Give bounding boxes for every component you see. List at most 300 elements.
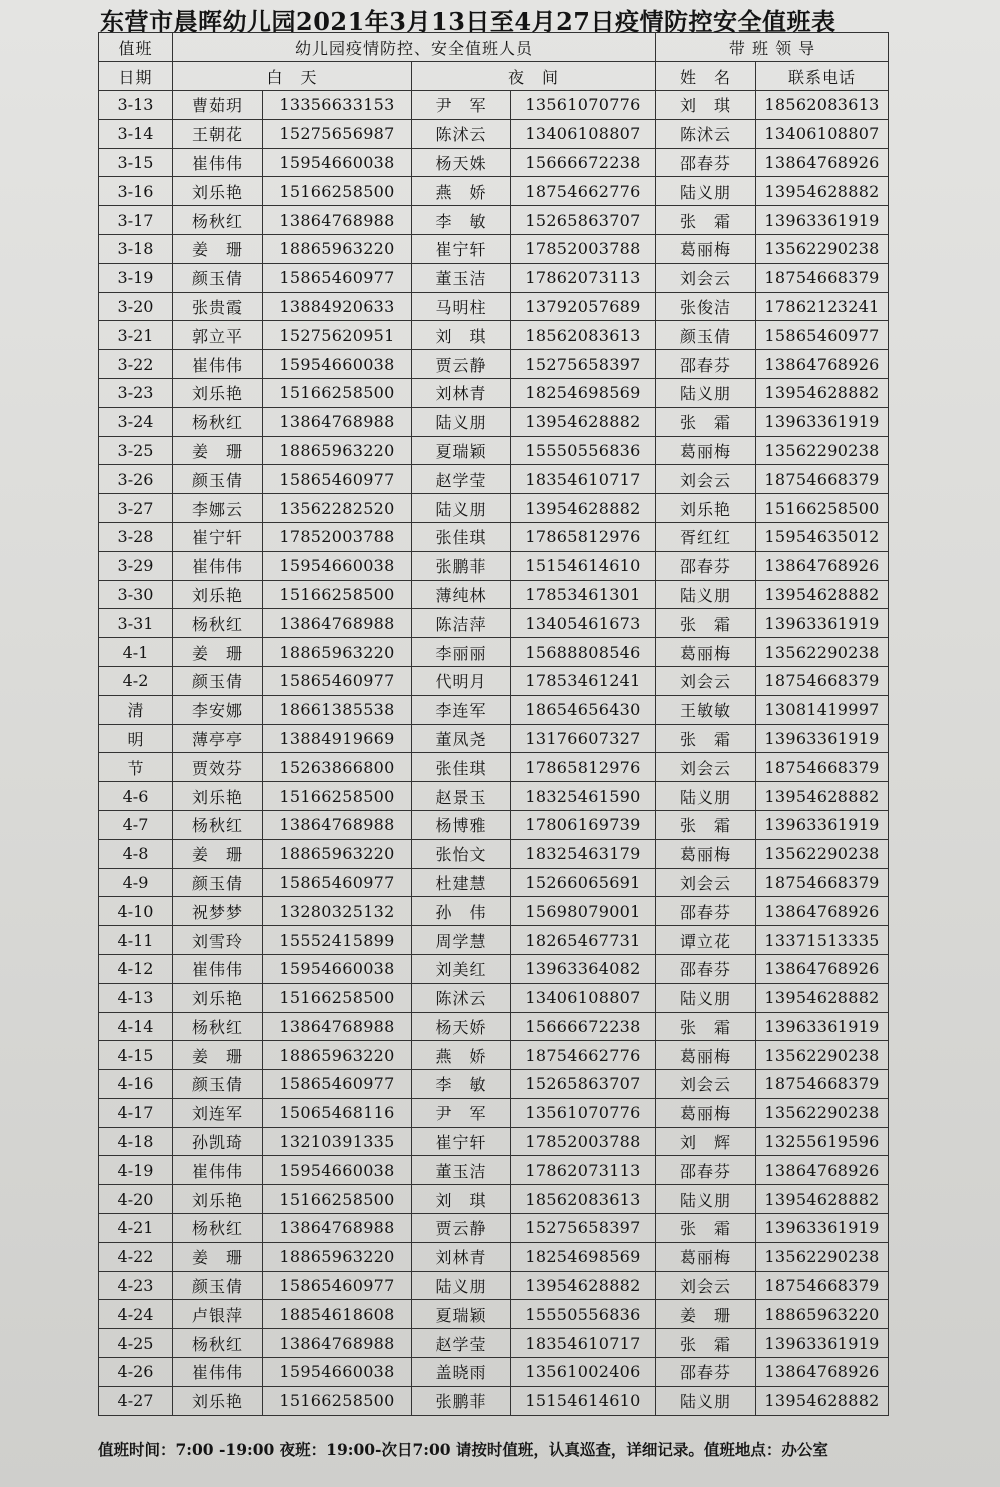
cell-day-name: 祝梦梦 [173,897,263,926]
cell-leader-name: 姜 珊 [656,1300,756,1329]
cell-date: 3-27 [99,494,173,523]
cell-day-name: 刘乐艳 [173,378,263,407]
cell-leader-name: 刘会云 [656,666,756,695]
cell-day-phone: 15865460977 [263,868,412,897]
table-row [99,1300,889,1329]
cell-leader-phone: 18754668379 [756,1070,889,1099]
table-row [99,378,889,407]
cell-day-phone: 15166258500 [263,983,412,1012]
cell-leader-phone: 13963361919 [756,724,889,753]
cell-leader-name: 陆义朋 [656,782,756,811]
cell-date: 3-18 [99,234,173,263]
cell-leader-name: 陆义朋 [656,378,756,407]
cell-date: 4-13 [99,983,173,1012]
cell-leader-phone: 18562083613 [756,91,889,120]
cell-night-phone: 15275658397 [511,350,656,379]
cell-leader-phone: 13562290238 [756,839,889,868]
cell-leader-name: 邵春芬 [656,1156,756,1185]
cell-leader-name: 邵春芬 [656,1358,756,1387]
table-row [99,1070,889,1099]
cell-leader-name: 邵春芬 [656,897,756,926]
table-row [99,724,889,753]
cell-day-name: 李安娜 [173,695,263,724]
table-row [99,666,889,695]
cell-date: 3-15 [99,148,173,177]
header-date-top: 值班 [99,33,173,62]
header-leader-group: 带 班 领 导 [656,33,889,62]
cell-leader-name: 陆义朋 [656,983,756,1012]
cell-night-phone: 13405461673 [511,609,656,638]
cell-day-phone: 15954660038 [263,1358,412,1387]
cell-night-phone: 15154614610 [511,551,656,580]
cell-day-phone: 15166258500 [263,1185,412,1214]
cell-date: 3-13 [99,91,173,120]
cell-date: 4-7 [99,810,173,839]
cell-day-name: 姜 珊 [173,436,263,465]
cell-night-name: 张佳琪 [412,522,511,551]
cell-day-name: 刘乐艳 [173,580,263,609]
cell-night-phone: 17853461241 [511,666,656,695]
cell-night-phone: 13406108807 [511,983,656,1012]
header-date-bottom: 日期 [99,62,173,91]
cell-night-name: 陆义朋 [412,1271,511,1300]
table-row [99,782,889,811]
cell-night-name: 代明月 [412,666,511,695]
cell-leader-phone: 13963361919 [756,206,889,235]
cell-night-phone: 13963364082 [511,954,656,983]
cell-date: 3-24 [99,407,173,436]
cell-night-phone: 15550556836 [511,1300,656,1329]
table-row [99,1185,889,1214]
cell-night-phone: 18254698569 [511,378,656,407]
cell-date: 节 [99,753,173,782]
cell-night-phone: 13406108807 [511,119,656,148]
cell-day-name: 杨秋红 [173,810,263,839]
cell-day-name: 贾效芬 [173,753,263,782]
cell-day-phone: 13864768988 [263,407,412,436]
table-row [99,234,889,263]
cell-night-phone: 13561002406 [511,1358,656,1387]
table-row [99,119,889,148]
footer-note: 值班时间：7:00 -19:00 夜班：19:00-次日7:00 请按时值班，认真巡查，详细记录。值班地点：办公室 [98,1440,828,1459]
cell-leader-name: 葛丽梅 [656,638,756,667]
cell-day-phone: 15065468116 [263,1098,412,1127]
cell-leader-phone: 15954635012 [756,522,889,551]
table-row [99,868,889,897]
cell-day-name: 崔伟伟 [173,148,263,177]
cell-night-name: 张鹏菲 [412,551,511,580]
table-row [99,91,889,120]
cell-leader-name: 邵春芬 [656,350,756,379]
cell-leader-name: 张 霜 [656,724,756,753]
cell-leader-phone: 13255619596 [756,1127,889,1156]
cell-leader-name: 葛丽梅 [656,436,756,465]
cell-leader-phone: 13963361919 [756,407,889,436]
cell-date: 3-29 [99,551,173,580]
cell-leader-name: 张 霜 [656,810,756,839]
cell-day-phone: 13280325132 [263,897,412,926]
table-row [99,1242,889,1271]
cell-day-phone: 18865963220 [263,234,412,263]
cell-leader-phone: 13954628882 [756,378,889,407]
cell-day-name: 卢银萍 [173,1300,263,1329]
cell-night-name: 赵学莹 [412,1329,511,1358]
cell-day-phone: 15954660038 [263,350,412,379]
cell-night-phone: 17853461301 [511,580,656,609]
cell-night-name: 张鹏菲 [412,1386,511,1415]
cell-date: 4-8 [99,839,173,868]
cell-leader-phone: 18754668379 [756,753,889,782]
cell-leader-name: 陆义朋 [656,580,756,609]
header-night: 夜 间 [412,62,656,91]
cell-night-name: 刘 琪 [412,1185,511,1214]
duty-table [98,32,889,1416]
cell-date: 明 [99,724,173,753]
page-title: 东营市晨晖幼儿园2021年3月13日至4月27日疫情防控安全值班表 [100,7,836,36]
cell-night-phone: 18325463179 [511,839,656,868]
cell-leader-name: 刘会云 [656,753,756,782]
cell-leader-name: 葛丽梅 [656,1242,756,1271]
cell-day-name: 杨秋红 [173,1214,263,1243]
table-row [99,753,889,782]
cell-night-phone: 15266065691 [511,868,656,897]
cell-leader-phone: 13954628882 [756,782,889,811]
cell-day-phone: 15954660038 [263,551,412,580]
cell-day-name: 刘乐艳 [173,782,263,811]
cell-night-name: 李连军 [412,695,511,724]
cell-day-name: 崔伟伟 [173,1156,263,1185]
cell-night-name: 崔宁轩 [412,1127,511,1156]
cell-leader-phone: 13562290238 [756,1242,889,1271]
cell-day-phone: 13884920633 [263,292,412,321]
table-row [99,551,889,580]
header-leader-phone: 联系电话 [756,62,889,91]
cell-night-name: 孙 伟 [412,897,511,926]
cell-day-phone: 15275620951 [263,321,412,350]
table-row [99,1098,889,1127]
cell-leader-phone: 13954628882 [756,983,889,1012]
table-row [99,810,889,839]
cell-date: 4-17 [99,1098,173,1127]
cell-leader-phone: 13562290238 [756,1041,889,1070]
cell-leader-name: 刘会云 [656,1070,756,1099]
cell-date: 4-20 [99,1185,173,1214]
cell-night-phone: 15265863707 [511,206,656,235]
cell-leader-name: 张 霜 [656,1214,756,1243]
cell-leader-name: 胥红红 [656,522,756,551]
cell-leader-name: 张 霜 [656,1329,756,1358]
cell-leader-name: 刘会云 [656,1271,756,1300]
cell-day-name: 曹茹玥 [173,91,263,120]
cell-day-phone: 13864768988 [263,609,412,638]
header-day: 白 天 [173,62,412,91]
cell-day-phone: 18865963220 [263,436,412,465]
cell-day-name: 刘雪玲 [173,926,263,955]
table-row [99,1156,889,1185]
cell-leader-phone: 13562290238 [756,436,889,465]
cell-leader-name: 张 霜 [656,407,756,436]
cell-date: 3-30 [99,580,173,609]
cell-day-name: 姜 珊 [173,1242,263,1271]
cell-leader-name: 刘 辉 [656,1127,756,1156]
table-row [99,983,889,1012]
cell-day-name: 杨秋红 [173,1329,263,1358]
cell-day-name: 杨秋红 [173,407,263,436]
cell-leader-phone: 13954628882 [756,580,889,609]
cell-date: 4-6 [99,782,173,811]
cell-leader-phone: 18754668379 [756,263,889,292]
table-row [99,522,889,551]
table-row [99,609,889,638]
cell-night-name: 董玉洁 [412,1156,511,1185]
cell-leader-phone: 13963361919 [756,810,889,839]
table-row [99,580,889,609]
cell-date: 4-25 [99,1329,173,1358]
cell-day-phone: 13884919669 [263,724,412,753]
cell-date: 4-1 [99,638,173,667]
cell-night-name: 燕 娇 [412,1041,511,1070]
cell-leader-phone: 13954628882 [756,177,889,206]
cell-night-name: 陈洁萍 [412,609,511,638]
cell-date: 4-12 [99,954,173,983]
cell-leader-phone: 13963361919 [756,1012,889,1041]
cell-day-phone: 18865963220 [263,1242,412,1271]
cell-leader-name: 谭立花 [656,926,756,955]
cell-day-name: 刘乐艳 [173,1386,263,1415]
cell-leader-phone: 13954628882 [756,1386,889,1415]
table-row [99,1386,889,1415]
cell-date: 4-24 [99,1300,173,1329]
cell-day-name: 姜 珊 [173,234,263,263]
cell-day-phone: 18865963220 [263,638,412,667]
header-leader-name: 姓 名 [656,62,756,91]
cell-night-name: 贾云静 [412,350,511,379]
cell-night-phone: 13792057689 [511,292,656,321]
header-row-2 [99,62,889,91]
cell-leader-phone: 13864768926 [756,551,889,580]
cell-day-phone: 18865963220 [263,839,412,868]
cell-leader-name: 颜玉倩 [656,321,756,350]
cell-leader-phone: 13562290238 [756,234,889,263]
cell-leader-phone: 13562290238 [756,1098,889,1127]
table-row [99,321,889,350]
cell-day-phone: 13864768988 [263,1329,412,1358]
cell-day-phone: 15275656987 [263,119,412,148]
cell-day-name: 刘乐艳 [173,177,263,206]
cell-night-phone: 17806169739 [511,810,656,839]
cell-day-name: 颜玉倩 [173,1271,263,1300]
cell-leader-name: 王敏敏 [656,695,756,724]
cell-night-name: 赵学莹 [412,465,511,494]
cell-night-phone: 18354610717 [511,465,656,494]
cell-night-name: 董凤尧 [412,724,511,753]
cell-day-phone: 15865460977 [263,263,412,292]
cell-leader-phone: 13864768926 [756,1156,889,1185]
cell-day-name: 杨秋红 [173,206,263,235]
cell-leader-name: 刘 琪 [656,91,756,120]
cell-night-name: 贾云静 [412,1214,511,1243]
cell-day-phone: 17852003788 [263,522,412,551]
cell-day-name: 颜玉倩 [173,465,263,494]
cell-leader-phone: 13864768926 [756,148,889,177]
cell-date: 3-20 [99,292,173,321]
cell-leader-phone: 18754668379 [756,666,889,695]
cell-date: 4-18 [99,1127,173,1156]
table-row [99,1012,889,1041]
cell-leader-name: 陆义朋 [656,177,756,206]
cell-night-phone: 17862073113 [511,263,656,292]
cell-day-name: 郭立平 [173,321,263,350]
cell-night-phone: 13561070776 [511,91,656,120]
cell-date: 3-19 [99,263,173,292]
cell-night-phone: 13954628882 [511,494,656,523]
cell-leader-name: 刘会云 [656,465,756,494]
cell-day-phone: 18854618608 [263,1300,412,1329]
cell-night-name: 陆义朋 [412,494,511,523]
cell-night-name: 杨天娇 [412,1012,511,1041]
cell-day-name: 颜玉倩 [173,666,263,695]
cell-day-phone: 15865460977 [263,465,412,494]
cell-leader-phone: 13562290238 [756,638,889,667]
cell-leader-phone: 18865963220 [756,1300,889,1329]
cell-night-name: 尹 军 [412,91,511,120]
cell-night-phone: 15154614610 [511,1386,656,1415]
cell-day-phone: 18661385538 [263,695,412,724]
table-row [99,177,889,206]
cell-night-phone: 18562083613 [511,1185,656,1214]
cell-night-phone: 17865812976 [511,753,656,782]
cell-day-name: 薄亭亭 [173,724,263,753]
cell-day-phone: 13864768988 [263,206,412,235]
cell-night-phone: 18754662776 [511,1041,656,1070]
cell-day-name: 崔宁轩 [173,522,263,551]
cell-night-phone: 18562083613 [511,321,656,350]
cell-night-name: 陆义朋 [412,407,511,436]
cell-leader-name: 刘会云 [656,263,756,292]
cell-leader-phone: 15166258500 [756,494,889,523]
cell-night-phone: 17852003788 [511,234,656,263]
cell-day-phone: 18865963220 [263,1041,412,1070]
cell-day-phone: 13210391335 [263,1127,412,1156]
cell-day-name: 李娜云 [173,494,263,523]
cell-night-name: 刘美红 [412,954,511,983]
table-row [99,695,889,724]
cell-leader-phone: 13954628882 [756,1185,889,1214]
cell-day-name: 刘乐艳 [173,983,263,1012]
cell-date: 清 [99,695,173,724]
cell-leader-name: 陆义朋 [656,1185,756,1214]
cell-date: 3-22 [99,350,173,379]
cell-night-phone: 15275658397 [511,1214,656,1243]
cell-leader-phone: 18754668379 [756,465,889,494]
cell-day-phone: 13864768988 [263,810,412,839]
cell-night-phone: 17862073113 [511,1156,656,1185]
cell-night-name: 刘 琪 [412,321,511,350]
cell-day-phone: 13562282520 [263,494,412,523]
cell-leader-name: 葛丽梅 [656,234,756,263]
table-row [99,1358,889,1387]
cell-day-name: 王朝花 [173,119,263,148]
cell-day-phone: 15166258500 [263,782,412,811]
cell-leader-phone: 13864768926 [756,1358,889,1387]
cell-day-phone: 15865460977 [263,1070,412,1099]
cell-leader-phone: 13864768926 [756,350,889,379]
cell-day-name: 姜 珊 [173,839,263,868]
table-row [99,954,889,983]
cell-date: 3-17 [99,206,173,235]
cell-night-name: 杜建慧 [412,868,511,897]
cell-day-phone: 13864768988 [263,1012,412,1041]
cell-day-name: 刘乐艳 [173,1185,263,1214]
cell-night-phone: 15550556836 [511,436,656,465]
cell-day-name: 崔伟伟 [173,551,263,580]
cell-leader-phone: 13963361919 [756,1214,889,1243]
cell-date: 4-26 [99,1358,173,1387]
table-row [99,1127,889,1156]
cell-date: 4-27 [99,1386,173,1415]
cell-leader-phone: 15865460977 [756,321,889,350]
cell-date: 3-26 [99,465,173,494]
cell-leader-phone: 18754668379 [756,868,889,897]
cell-leader-name: 葛丽梅 [656,839,756,868]
cell-day-phone: 15954660038 [263,148,412,177]
cell-leader-name: 张 霜 [656,206,756,235]
cell-date: 4-16 [99,1070,173,1099]
cell-day-phone: 15166258500 [263,1386,412,1415]
cell-day-phone: 15954660038 [263,1156,412,1185]
cell-day-name: 颜玉倩 [173,263,263,292]
cell-day-phone: 15166258500 [263,177,412,206]
cell-night-phone: 15698079001 [511,897,656,926]
cell-day-phone: 15166258500 [263,378,412,407]
cell-date: 3-21 [99,321,173,350]
table-row [99,407,889,436]
cell-leader-phone: 13371513335 [756,926,889,955]
cell-night-name: 赵景玉 [412,782,511,811]
cell-day-name: 杨秋红 [173,1012,263,1041]
cell-night-name: 尹 军 [412,1098,511,1127]
cell-date: 4-23 [99,1271,173,1300]
cell-night-name: 盖晓雨 [412,1358,511,1387]
cell-date: 3-16 [99,177,173,206]
cell-leader-phone: 13963361919 [756,609,889,638]
cell-day-name: 姜 珊 [173,638,263,667]
header-staff-group: 幼儿园疫情防控、安全值班人员 [173,33,656,62]
cell-night-phone: 17865812976 [511,522,656,551]
cell-leader-name: 邵春芬 [656,954,756,983]
cell-night-name: 周学慧 [412,926,511,955]
table-row [99,436,889,465]
cell-night-phone: 18265467731 [511,926,656,955]
cell-night-name: 杨博雅 [412,810,511,839]
table-row [99,1271,889,1300]
table-row [99,926,889,955]
cell-date: 3-25 [99,436,173,465]
cell-night-name: 李 敏 [412,206,511,235]
cell-date: 4-21 [99,1214,173,1243]
cell-day-name: 刘连军 [173,1098,263,1127]
table-row [99,1214,889,1243]
cell-date: 4-15 [99,1041,173,1070]
cell-night-name: 陈沭云 [412,983,511,1012]
cell-night-name: 夏瑞颖 [412,1300,511,1329]
cell-day-phone: 15552415899 [263,926,412,955]
cell-date: 4-9 [99,868,173,897]
cell-night-phone: 18354610717 [511,1329,656,1358]
cell-day-name: 崔伟伟 [173,1358,263,1387]
cell-night-name: 张佳琪 [412,753,511,782]
cell-leader-phone: 18754668379 [756,1271,889,1300]
